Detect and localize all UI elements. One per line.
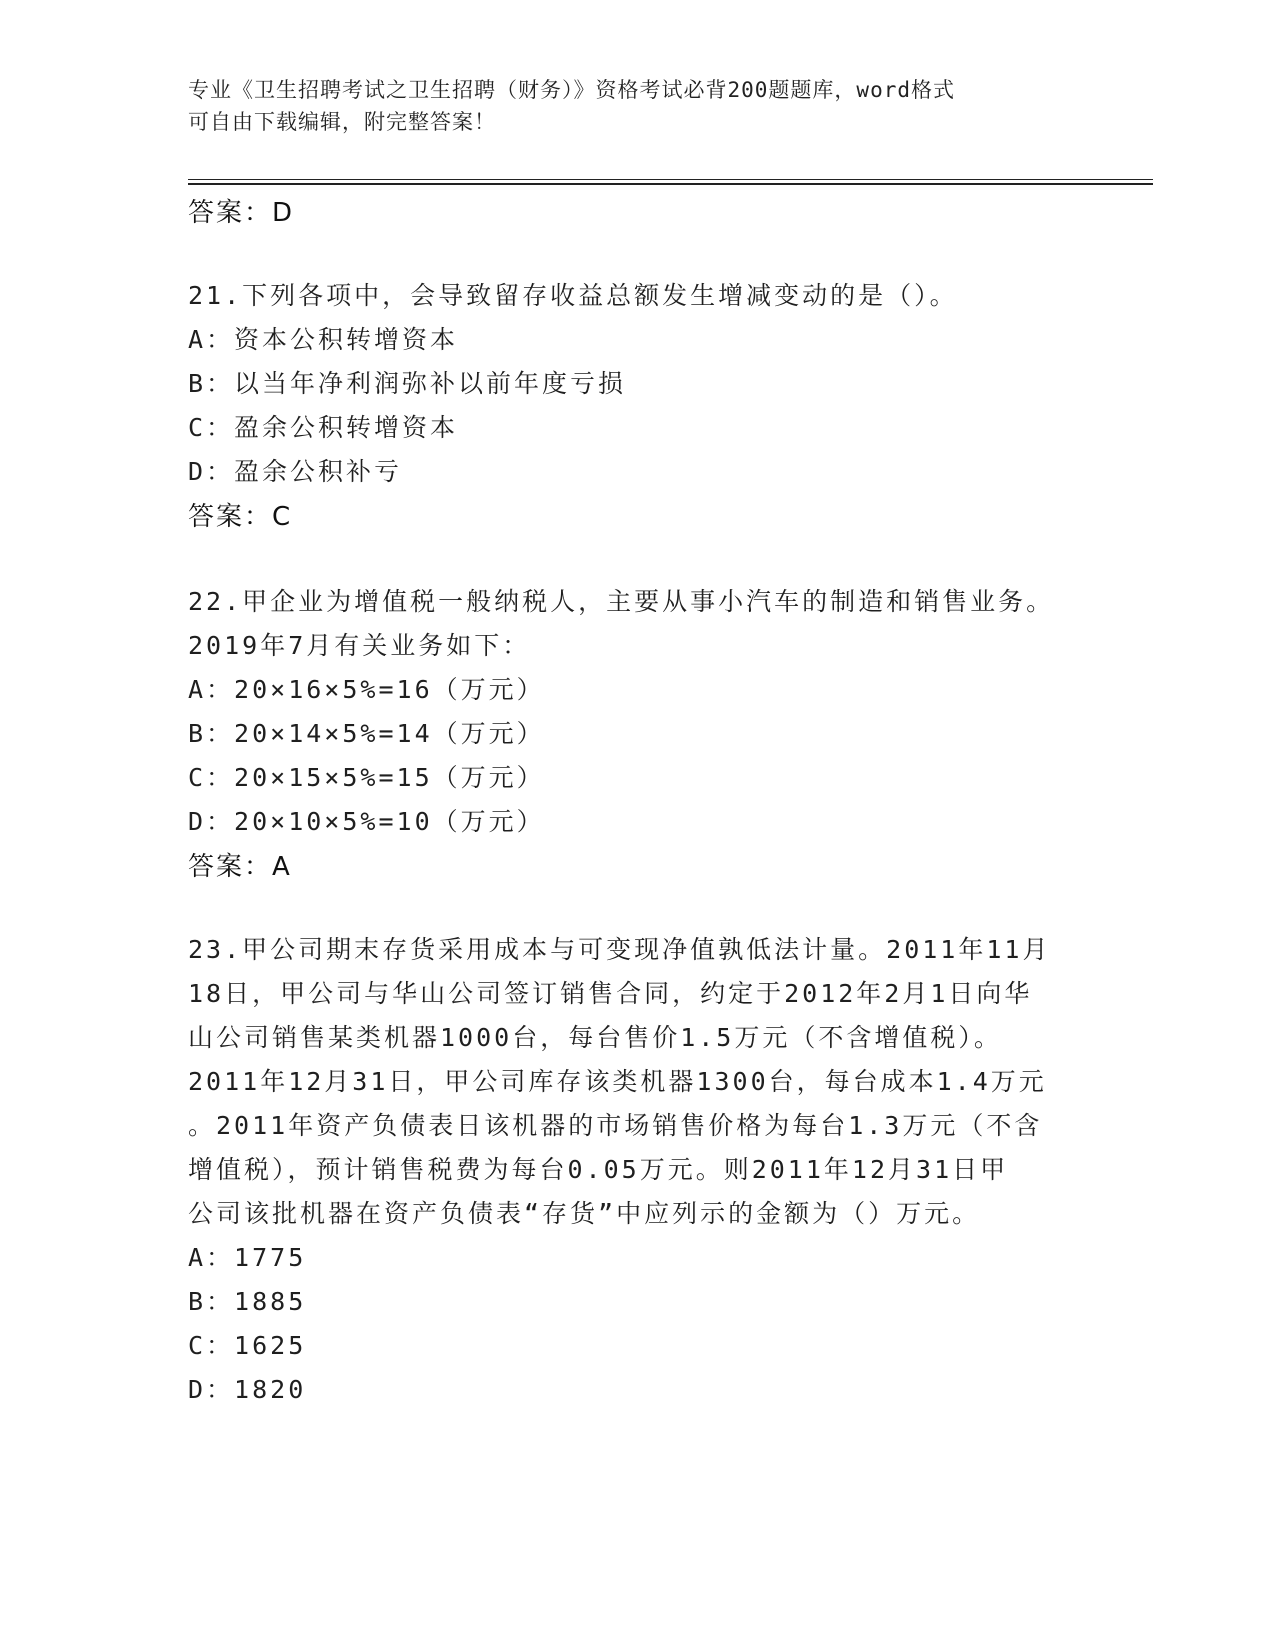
q22-stem-line-2: 2019年7月有关业务如下： <box>188 631 531 660</box>
q22-option-d: D：20×10×5%=10（万元） <box>188 807 545 836</box>
q23-stem-line-4: 2011年12月31日，甲公司库存该类机器1300台，每台成本1.4万元 <box>188 1067 1047 1096</box>
q23-stem-line-6: 增值税），预计销售税费为每台0.05万元。则2011年12月31日甲 <box>188 1155 1009 1184</box>
q22-option-c: C：20×15×5%=15（万元） <box>188 763 545 792</box>
answer-q22: 答案：A <box>188 852 292 882</box>
q21-option-c: C：盈余公积转增资本 <box>188 413 459 442</box>
q23-stem-line-2: 18日，甲公司与华山公司签订销售合同，约定于2012年2月1日向华 <box>188 979 1033 1008</box>
q23-option-b: B：1885 <box>188 1287 307 1316</box>
q21-option-b: B：以当年净利润弥补以前年度亏损 <box>188 369 627 398</box>
q21-stem: 21.下列各项中，会导致留存收益总额发生增减变动的是（）。 <box>188 281 958 310</box>
q23-option-c: C：1625 <box>188 1331 307 1360</box>
q23-stem-line-1: 23.甲公司期末存货采用成本与可变现净值孰低法计量。2011年11月 <box>188 935 1051 964</box>
q23-option-a: A：1775 <box>188 1243 307 1272</box>
header-line-1: 专业《卫生招聘考试之卫生招聘（财务）》资格考试必背200题题库，word格式 <box>188 78 955 102</box>
q23-stem-line-7: 公司该批机器在资产负债表“存货”中应列示的金额为（）万元。 <box>188 1199 981 1228</box>
q22-option-b: B：20×14×5%=14（万元） <box>188 719 545 748</box>
document-header <box>188 74 1088 138</box>
answer-q21: 答案：C <box>188 502 293 532</box>
q23-stem-line-5: 。2011年资产负债表日该机器的市场销售价格为每台1.3万元（不含 <box>188 1111 1043 1140</box>
q22-stem-line-1: 22.甲企业为增值税一般纳税人，主要从事小汽车的制造和销售业务。 <box>188 587 1055 616</box>
header-line-2: 可自由下载编辑，附完整答案！ <box>188 110 496 134</box>
q21-option-a: A：资本公积转增资本 <box>188 325 459 354</box>
q23-stem-line-3: 山公司销售某类机器1000台，每台售价1.5万元（不含增值税）。 <box>188 1023 1002 1052</box>
q21-option-d: D：盈余公积补亏 <box>188 457 403 486</box>
header-divider-thin <box>188 179 1153 180</box>
q23-option-d: D：1820 <box>188 1375 307 1404</box>
header-divider-thick <box>188 183 1153 185</box>
q22-option-a: A：20×16×5%=16（万元） <box>188 675 545 704</box>
answer-prev: 答案：D <box>188 198 295 228</box>
